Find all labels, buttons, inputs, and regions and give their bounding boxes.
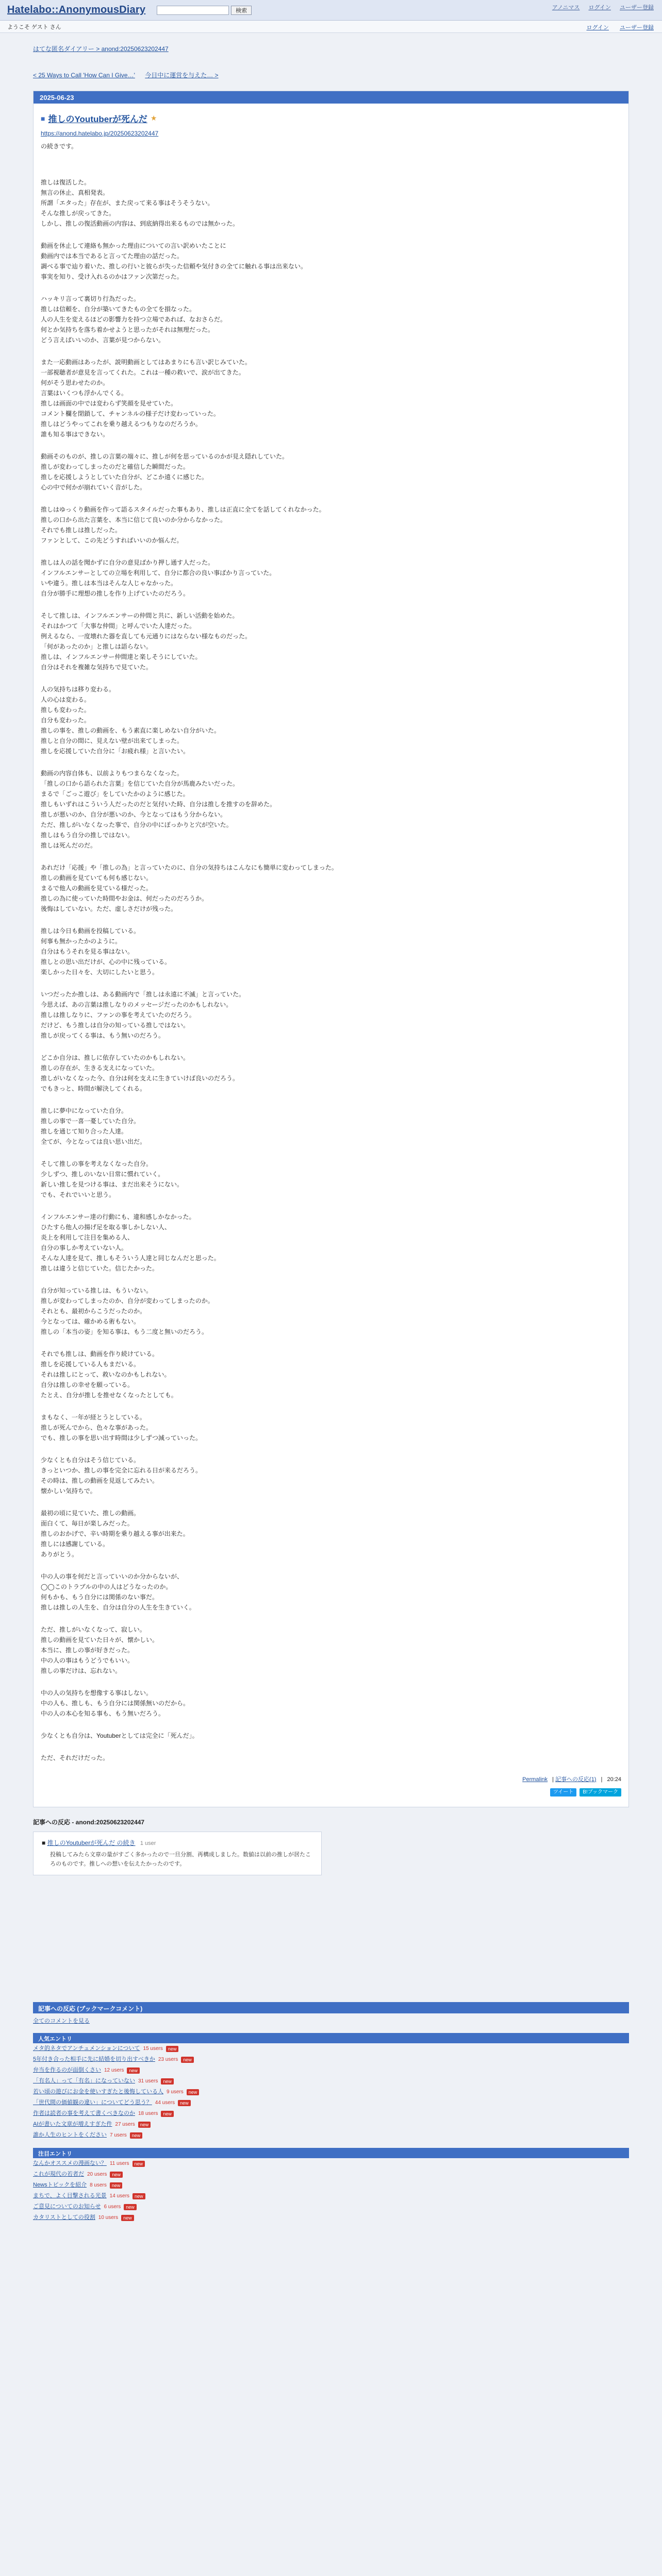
prev-entry-link[interactable]: < 25 Ways to Call 'How Can I Give…' [33, 72, 135, 79]
new-badge: new [133, 2193, 145, 2199]
bookmark-users-count[interactable]: 31 users [138, 2078, 158, 2084]
top-link-register[interactable]: ユーザー登録 [620, 5, 654, 11]
entry-body [41, 141, 621, 1763]
entry-paragraph: どこか自分は、推しに依存していたのかもしれない。 推しの存在が、生きる支えになっていた。 推しがいなくなった今、自分は何を支えに生きていけば良いのだろう。 でもきっと、時間が解決してくれる。 [41, 1054, 239, 1092]
new-badge: new [138, 2122, 151, 2128]
bookmark-users-count[interactable]: 7 users [110, 2132, 127, 2138]
bookmark-users-count[interactable]: 18 users [138, 2111, 158, 2116]
entry-paragraph: 動画を休止して連絡も無かった理由についての言い訳めいたことに 動画内では本当であると言ってた理由の話だった。 調べる事で辿り着いた、推しの行いと彼らが失った信頼や気付きの全てに触れる事は出来ない。 事実を知り、受け入れるのかはファン次第だった。 [41, 242, 307, 280]
new-badge: new [161, 2078, 174, 2084]
comments-heading: 記事への反応 - anond:20250623202447 [33, 1819, 145, 1826]
trackback-heading: 記事への反応 (ブックマークコメント) [33, 2002, 629, 2013]
list-item [33, 2180, 629, 2191]
entry-url-link[interactable]: https://anond.hatelabo.jp/20250623202447 [41, 130, 159, 137]
entry-paragraph: 中の人の気持ちを想像する事はしない。 中の人も、推しも、もう自分には関係無いのだから。 中の人の本心を知る事も、もう無いだろう。 [41, 1689, 190, 1717]
entry-paragraph: 動画そのものが、推しの言葉の端々に、推しが何を思っているのかが見え隠れしていた。 推しが変わってしまったのだと確信した瞬間だった。 推しを応援しようとしていた自分が、どこか遠くに感じた。 心の中で何かが崩れていく音がした。 [41, 453, 289, 491]
entry-date: 2025-06-23 [34, 91, 628, 104]
bookmark-users-count[interactable]: 14 users [109, 2193, 130, 2199]
bookmark-users-count[interactable]: 6 users [104, 2204, 121, 2210]
list-item-link[interactable]: 誰か人生のヒントをください [33, 2132, 107, 2138]
pager [33, 71, 629, 79]
comment-users[interactable]: 1 user [140, 1840, 156, 1846]
bookmark-users-count[interactable]: 11 users [109, 2161, 129, 2166]
entry-paragraph: 推しは今日も動画を投稿している。 何事も無かったかのように。 自分はもうそれを見る事はない。 推しとの思い出だけが、心の中に残っている。 楽しかった日々を、大切にしたいと思う。 [41, 927, 171, 976]
list-item [33, 2212, 629, 2223]
list-item-link[interactable]: カタリストとしての役割 [33, 2214, 95, 2221]
new-badge: new [121, 2215, 134, 2221]
list-item [33, 2065, 629, 2076]
list-item-link[interactable]: 5年付き合った相手に先に結婚を切り出すべきか [33, 2056, 155, 2062]
entry-section [34, 104, 628, 1807]
bookmark-users-count[interactable]: 12 users [104, 2067, 124, 2073]
list-item [33, 2076, 629, 2087]
entry-paragraph: あれだけ「応援」や「推しの為」と言っていたのに、自分の気持ちはこんなにも簡単に変わってしまった。 推しの動画を見ていても何も感じない。 まるで他人の動画を見ている様だった。 推しの為に使っていた時間やお金は、何だったのだろうか。 後悔はしていない。ただ、虚しさだけが残った。 [41, 864, 338, 912]
search-button[interactable]: 検索 [231, 6, 252, 15]
entry-paragraph: それでも推しは、動画を作り続けている。 推しを応援している人もまだいる。 それは推しにとって、救いなのかもしれない。 自分は推しの幸せを願っている。 たとえ、自分が推しを推せなくなったとしても。 [41, 1350, 177, 1399]
entry-paragraph: 推しは復活した。 無言の休止、真相発表。 所謂「エタった」存在が、また戻って来る事はそうそうない。 そんな推しが戻ってきた。 しかし、推しの復活動画の内容は、到底納得出来るものでは無かった。 [41, 179, 239, 227]
new-badge: new [187, 2089, 200, 2095]
trackback-count-link[interactable]: 記事への反応(1) [555, 1776, 597, 1783]
list-item-link[interactable]: ご意見についてのお知らせ [33, 2204, 101, 2210]
list-item [33, 2043, 629, 2054]
list-item [33, 2119, 629, 2130]
list-item [33, 2130, 629, 2141]
entry-paragraph: 推しはゆっくり動画を作って語るスタイルだった事もあり、推しは正直に全てを話してくれなかった。 推しの口から出た言葉を、本当に信じて良いのか分からなかった。 それでも推しは推しだった。 ファンとして、この先どうすればいいのか悩んだ。 [41, 506, 325, 544]
permalink-link[interactable]: Permalink [522, 1776, 548, 1783]
bookmark-users-count[interactable]: 44 users [155, 2100, 175, 2106]
entry-paragraph: そして推しは、インフルエンサーの仲間と共に、新しい活動を始めた。 それはかつて「大事な仲間」と呼んでいた人達だった。 例えるなら、一度壊れた器を直しても元通りにはならない様なものだった。 「何があったのか」と推しは語らない。 推しは、インフルエンサー仲間達と楽しそうにしていた。 自分はそれを複雑な気持ちで見ていた。 [41, 612, 252, 671]
recent-heading: 注目エントリ [33, 2148, 629, 2158]
list-item-link[interactable]: まちで、よく目撃される光景 [33, 2193, 107, 2199]
list-item-link[interactable]: Newsトピックを紹介 [33, 2182, 87, 2188]
new-badge: new [130, 2132, 143, 2139]
site-title[interactable]: Hatelabo::AnonymousDiary [7, 4, 146, 15]
sub-bar [0, 21, 662, 33]
entry-title[interactable]: 推しのYoutuberが死んだ [48, 114, 147, 124]
trackback-all-link-row [33, 2016, 629, 2026]
list-item [33, 2201, 629, 2212]
subbar-register-link[interactable]: ユーザー登録 [620, 25, 654, 31]
bookmark-users-count[interactable]: 9 users [167, 2089, 184, 2095]
entry-paragraph: ハッキリ言って裏切り行為だった。 推しは信頼を、自分が築いてきたもの全てを損なった。 人の人生を変えるほどの影響力を持つ立場であれば、なおさらだ。 何とか気持ちを落ち着かせようと思ったがそれは無理だった。 どう言えばいいのか、言葉が見つからない。 [41, 295, 227, 344]
entry-paragraph: ただ、推しがいなくなって、寂しい。 推しの動画を見ていた日々が、懐かしい。 本当に、推しの事が好きだった。 中の人の事はもうどうでもいい。 推しの事だけは、忘れない。 [41, 1626, 159, 1674]
entry-time: 20:24 [607, 1776, 621, 1783]
entry-paragraph: 自分が知っている推しは、もういない。 推しが変わってしまったのか、自分が変わってしまったのか。 それとも、最初からこうだったのか。 今となっては、確かめる術もない。 推しの「本当の姿」を知る事は、もう二度と無いのだろう。 [41, 1287, 214, 1335]
all-comments-link[interactable]: 全てのコメントを見る [33, 2018, 90, 2024]
list-item [33, 2087, 629, 2097]
search-input[interactable] [157, 6, 229, 15]
list-item [33, 2169, 629, 2180]
list-item-link[interactable]: AIが書いた文章が増えすぎた件 [33, 2121, 112, 2127]
bookmark-users-count[interactable]: 15 users [143, 2046, 163, 2052]
entry-paragraph: ただ、それだけだった。 [41, 1754, 109, 1761]
breadcrumb-link[interactable]: はてな匿名ダイアリー > anond:20250623202447 [33, 45, 169, 53]
trackback-area [33, 2002, 629, 2223]
bookmark-users-count[interactable]: 23 users [158, 2057, 178, 2062]
entry-title-row [41, 112, 621, 125]
entry-paragraph: まもなく、一年が経とうとしている。 推しが死んでから、色々な事があった。 でも、推しの事を思い出す時間は少しずつ減っていった。 [41, 1414, 202, 1442]
comment-title-link[interactable]: 推しのYoutuberが死んだ の続き [47, 1839, 136, 1846]
entry-url-row [41, 130, 621, 137]
new-badge: new [166, 2046, 179, 2052]
list-item [33, 2158, 629, 2169]
square-bullet-icon: ■ [41, 114, 45, 123]
footer-sep-1: | [552, 1776, 554, 1783]
top-links [545, 4, 654, 11]
bookmark-users-count[interactable]: 20 users [87, 2172, 107, 2177]
footer-sep-2: | [601, 1776, 603, 1783]
subbar-login-link[interactable]: ログイン [586, 25, 609, 31]
entry-paragraph: の続きです。 [41, 143, 78, 150]
comment-title-row [42, 1838, 313, 1847]
entry-paragraph: 動画の内容自体も、以前よりもつまらなくなった。 「推しの口から語られた言葉」を信じていた自分が馬鹿みたいだった。 まるで「ごっこ遊び」をしていたかのように感じた。 推しもいずれはこういう人だったのだと気付いた時、自分は推しを推すのを辞めた。 推しが悪いのか、自分が悪いのか、今となってはもう分からない。 ただ、推しがいなくなった事で、自分の中にぽっかりと穴が空いた。 推しはもう自分の推しではない。 推しは死んだのだ。 [41, 770, 276, 849]
entry-paragraph: また一応動画はあったが、説明動画としてはあまりにも言い訳じみていた。 一部視聴者が意見を言ってくれた。これは一種の救いで、涙が出てきた。 何がそう思わせたのか。 言葉はいくつも浮かんでくる。 推しは画面の中では変わらず笑顔を見せていた。 コメント欄を閉鎖して、チャンネルの様子だけ変わっていった。 推しはどうやってこれを乗り越えるつもりなのだろうか。 誰も知る事はできない。 [41, 359, 251, 438]
entry-paragraph: 推しに夢中になっていた自分。 推しの事で一喜一憂していた自分。 推しを通じて知り合った人達。 全てが、今となっては良い思い出だ。 [41, 1107, 146, 1145]
list-item [33, 2191, 629, 2201]
entry-paragraph: 少なくとも自分は、Youtuberとしては完全に「死んだ」。 [41, 1732, 198, 1739]
bookmark-users-count[interactable]: 8 users [90, 2182, 107, 2188]
new-badge: new [178, 2100, 191, 2106]
top-bar [0, 0, 662, 21]
list-item-link[interactable]: 若い頃の遊びにお金を使いすぎたと後悔している人 [33, 2089, 163, 2095]
list-item-link[interactable]: 「世代間の価値観の違い」についてどう思う？ [33, 2099, 152, 2106]
new-badge: new [161, 2111, 174, 2117]
list-item-link[interactable]: 弁当を作るのが面倒くさい [33, 2067, 101, 2073]
comment-text: 投稿してみたら文章の量がすごく多かったので一旦分割、再構成しました。数値は以前の推しが居たころのものです。推しへの想いを伝えたかったのです。 [50, 1852, 311, 1867]
diary-entry [33, 91, 629, 1807]
hatena-bookmark-button[interactable]: B!ブックマーク [580, 1788, 621, 1797]
new-badge: new [110, 2172, 123, 2178]
entry-paragraph: 中の人の事を何だと言っていいのか分からないが、 ◯◯このトラブルの中の人はどうなったのか。 何もかも、もう自分には関係のない事だ。 推しは推しの人生を、自分は自分の人生を生きていく。 [41, 1573, 195, 1611]
list-item [33, 2097, 629, 2108]
entry-paragraph: いつだったか推しは、ある動画内で「推しは永遠に不滅」と言っていた。 今思えば、あの言葉は推しなりのメッセージだったのかもしれない。 推しは推しなりに、ファンの事を考えていたのだろう。 だけど、もう推しは自分の知っている推しではない。 推しが戻ってくる事は、もう無いのだろう。 [41, 991, 245, 1039]
entry-paragraph: 少なくとも自分はそう信じている。 きっといつか、推しの事を完全に忘れる日が来るだろう。 その時は、推しの動画を見返してみたい。 懐かしい気持ちで。 [41, 1456, 202, 1495]
popular-list [33, 2043, 629, 2141]
bullet-icon: ■ [42, 1839, 47, 1846]
top-link-anonymous[interactable]: アノニマス [552, 5, 580, 11]
list-item [33, 2054, 629, 2065]
comment-item [33, 1832, 322, 1875]
entry-paragraph: そして推しの事を考えなくなった自分。 少しずつ、推しのいない日常に慣れていく。 新しい推しを見つける事は、まだ出来そうにない。 でも、それでいいと思う。 [41, 1160, 184, 1198]
new-badge: new [110, 2182, 123, 2189]
entry-footer [41, 1775, 621, 1784]
star-icon[interactable]: ★ [150, 114, 157, 122]
bookmark-users-count[interactable]: 10 users [98, 2215, 119, 2221]
welcome-text: ようこそ ゲスト さん [7, 24, 61, 30]
entry-paragraph: 推しは人の話を聞かずに自分の意見ばかり押し通す人だった。 インフルエンサーとしての立場を利用して、自分に都合の良い事ばかり言っていた。 いや違う。推しは本当はそんな人じゃなかった。 自分が勝手に理想の推しを作り上げていたのだろう。 [41, 559, 276, 597]
new-badge: new [181, 2057, 194, 2063]
new-badge: new [127, 2067, 140, 2074]
list-item [33, 2108, 629, 2119]
list-item-link[interactable]: 作者は読者の事を考えて書くべきなのか [33, 2110, 135, 2116]
entry-paragraph: 最初の頃に見ていた、推しの動画。 面白くて、毎日が楽しみだった。 推しのおかげで、辛い時期を乗り越える事が出来た。 推しには感謝している。 ありがとう。 [41, 1510, 189, 1558]
recent-list [33, 2158, 629, 2223]
entry-paragraph: 人の気持ちは移り変わる。 人の心は変わる。 推しも変わった。 自分も変わった。 推しの事を、推しの動画を、もう素直に楽しめない自分がいた。 推しと自分の間に、見えない壁が出来てしまった。 推しを応援していた自分に「お疲れ様」と言いたい。 [41, 686, 221, 755]
share-buttons [41, 1788, 621, 1797]
next-entry-link[interactable]: 今日中に運営を与えた… > [145, 72, 219, 79]
list-item-link[interactable]: なんかオススメの漫画ない？ [33, 2160, 107, 2166]
bookmark-users-count[interactable]: 27 users [115, 2122, 135, 2127]
list-item-link[interactable]: 「有名人」って「有名」になっていない [33, 2078, 135, 2084]
subbar-links [577, 23, 654, 31]
tweet-button[interactable]: ツイート [550, 1788, 577, 1797]
new-badge: new [124, 2204, 137, 2210]
top-link-login[interactable]: ログイン [588, 5, 611, 11]
breadcrumb [33, 44, 629, 53]
popular-heading: 人気エントリ [33, 2033, 629, 2043]
list-item-link[interactable]: メタ的ネタでアンチュメンションについて [33, 2045, 140, 2052]
entry-paragraph: インフルエンサー達の行動にも、違和感しかなかった。 ひたすら他人の揚げ足を取る事しかしない人、 炎上を利用して注目を集める人、 自分の事しか考えていない人。 そんな人達を見て、推しもそういう人達と同じなんだと思った。 推しは違うと信じていた。信じたかった。 [41, 1213, 220, 1272]
new-badge: new [133, 2161, 145, 2167]
list-item-link[interactable]: これが現代の若者だ [33, 2171, 84, 2177]
